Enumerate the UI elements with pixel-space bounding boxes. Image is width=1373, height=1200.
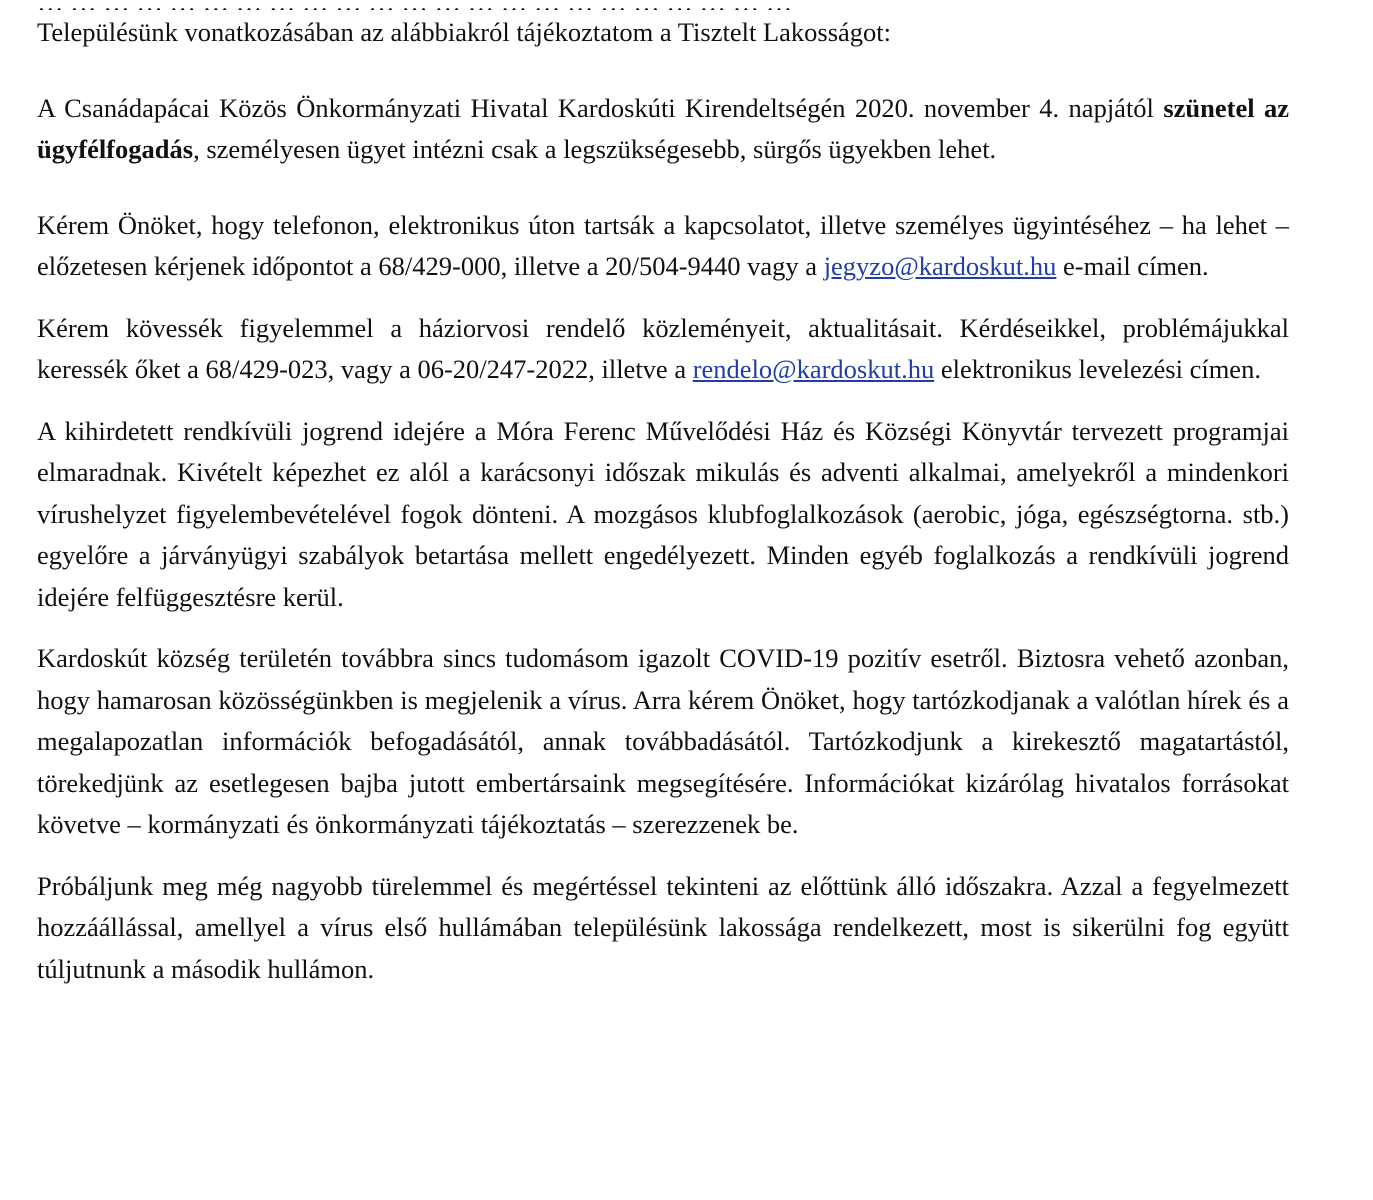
doctor-text: Kérem kövessék figyelemmel a háziorvosi rendelő közleményeit, aktualitásait. Kérdéseikkel, problémájukkal keressék őket a 68/429-023, vagy a 06-20/247-2022, illetve a [37, 312, 1289, 384]
contact-text-end: e-mail címen. [1056, 251, 1209, 281]
office-closure-bold: szünetel az ügyfélfogadás [37, 92, 1290, 164]
culture-house-paragraph: A kihirdetett rendkívüli jogrend idejére a Móra Ferenc Művelődési Ház és Községi Könyvtár tervezett programjai elmaradnak. Kivételt képezhet ez alól a karácsonyi időszak mikulás és adventi alkalmai, amelyekről a mindenkori vírushelyzet figyelembevételével fogok dönteni. A mozgásos klubfoglalkozások (aerobic, jóga, egészségtorna. stb.) egyelőre a járványügyi szabályok betartása mellett engedélyezett. Minden egyéb foglalkozás a rendkívüli jogrend idejére felfüggesztésre kerül. [37, 415, 1289, 612]
closing-paragraph: Próbáljunk meg még nagyobb türelemmel és megértéssel tekinteni az előttünk álló időszakra. Azzal a fegyelmezett hozzáállással, amellyel a vírus első hullámában településünk lakossága rendelkezett, most is sikerülni fog együtt túljutnunk a második hullámon. [37, 870, 1289, 984]
office-closure-text: A Csanádapácai Közös Önkormányzati Hivatal Kardoskúti Kirendeltségén 2020. november 4. napjától [37, 92, 1164, 123]
cut-off-top-line [37, 0, 1289, 10]
doctor-text-end: elektronikus levelezési címen. [934, 354, 1261, 384]
office-closure-text-end: , személyesen ügyet intézni csak a legszükségesebb, sürgős ügyekben lehet. [193, 134, 997, 164]
contact-paragraph [37, 205, 1289, 288]
doctor-paragraph [37, 308, 1289, 391]
intro-paragraph: Településünk vonatkozásában az alábbiakról tájékoztatom a Tisztelt Lakosságot: [37, 17, 891, 47]
notary-email-link[interactable]: jegyzo@kardoskut.hu [823, 251, 1057, 281]
document-page [37, 0, 1289, 990]
contact-text: Kérem Önöket, hogy telefonon, elektronikus úton tartsák a kapcsolatot, illetve személyes ügyintéséhez – ha lehet – előzetesen kérjenek időpontot a 68/429-000, illetve a 20/504-9440 vagy a [37, 209, 1289, 281]
covid-status-paragraph: Kardoskút község területén továbbra sincs tudomásom igazolt COVID-19 pozitív esetről. Biztosra vehető azonban, hogy hamarosan közösségünkben is megjelenik a vírus. Arra kérem Önöket, hogy tartózkodjanak a valótlan hírek és a megalapozatlan információk befogadásától, annak továbbadásától. Tartózkodjunk a kirekesztő magatartástól, törekedjünk az esetlegesen bajba jutott embertársaink megsegítésére. Információkat kizárólag hivatalos forrásokat követve – kormányzati és önkormányzati tájékoztatás – szerezzenek be. [37, 643, 1289, 839]
office-closure-paragraph [37, 88, 1289, 171]
clinic-email-link[interactable]: rendelo@kardoskut.hu [692, 354, 935, 384]
